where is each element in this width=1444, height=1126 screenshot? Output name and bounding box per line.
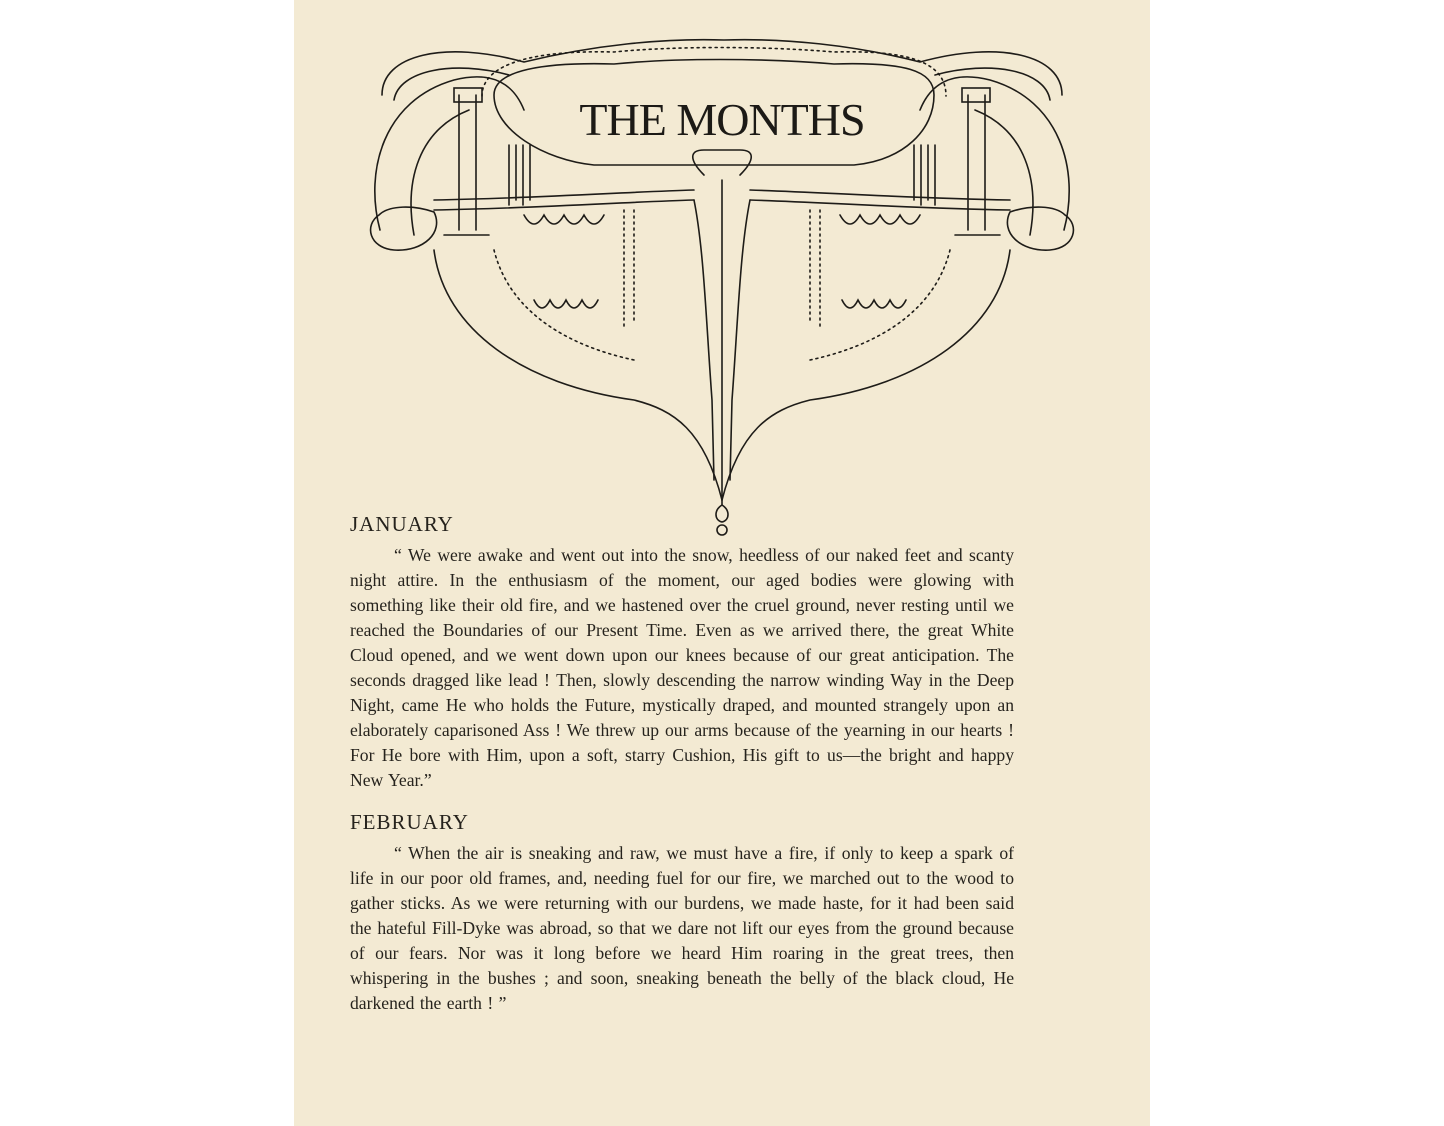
- february-paragraph: “ When the air is sneaking and raw, we must have a fire, if only to keep a spark of life in our poor old frames, and, needing fuel for our fire, we marched out to the wood to gather sticks. As we were returning with our burdens, we made haste, for it had been said the hateful Fill-Dyke was abroad, so that we dare not lift our eyes from the ground because of our fears. Nor was it long before we heard Him roaring in the great trees, then whispering in the bushes ; and soon, sneaking beneath the belly of the black cloud, He darkened the earth ! ”: [350, 843, 1014, 1013]
- months-text: [350, 512, 1014, 1016]
- page-title: THE MONTHS: [579, 94, 865, 145]
- month-heading-february: FEBRUARY: [350, 810, 469, 834]
- art-nouveau-headpiece: [294, 0, 1150, 545]
- month-heading-january: JANUARY: [350, 512, 454, 536]
- january-paragraph: “ We were awake and went out into the snow, heedless of our naked feet and scanty night attire. In the enthusiasm of the moment, our aged bodies were glowing with something like their old fire, and we hastened over the cruel ground, never resting until we reached the Boundaries of our Present Time. Even as we arrived there, the great White Cloud opened, and we went down upon our knees because of our great anticipation. The seconds dragged like lead ! Then, slowly descending the narrow winding Way in the Deep Night, came He who holds the Future, mystically draped, and mounted strangely upon an elaborately caparisoned Ass ! We threw up our arms because of the yearning in our hearts ! For He bore with Him, upon a soft, starry Cushion, His gift to us—the bright and happy New Year.”: [350, 545, 1014, 790]
- book-page: [294, 0, 1150, 1126]
